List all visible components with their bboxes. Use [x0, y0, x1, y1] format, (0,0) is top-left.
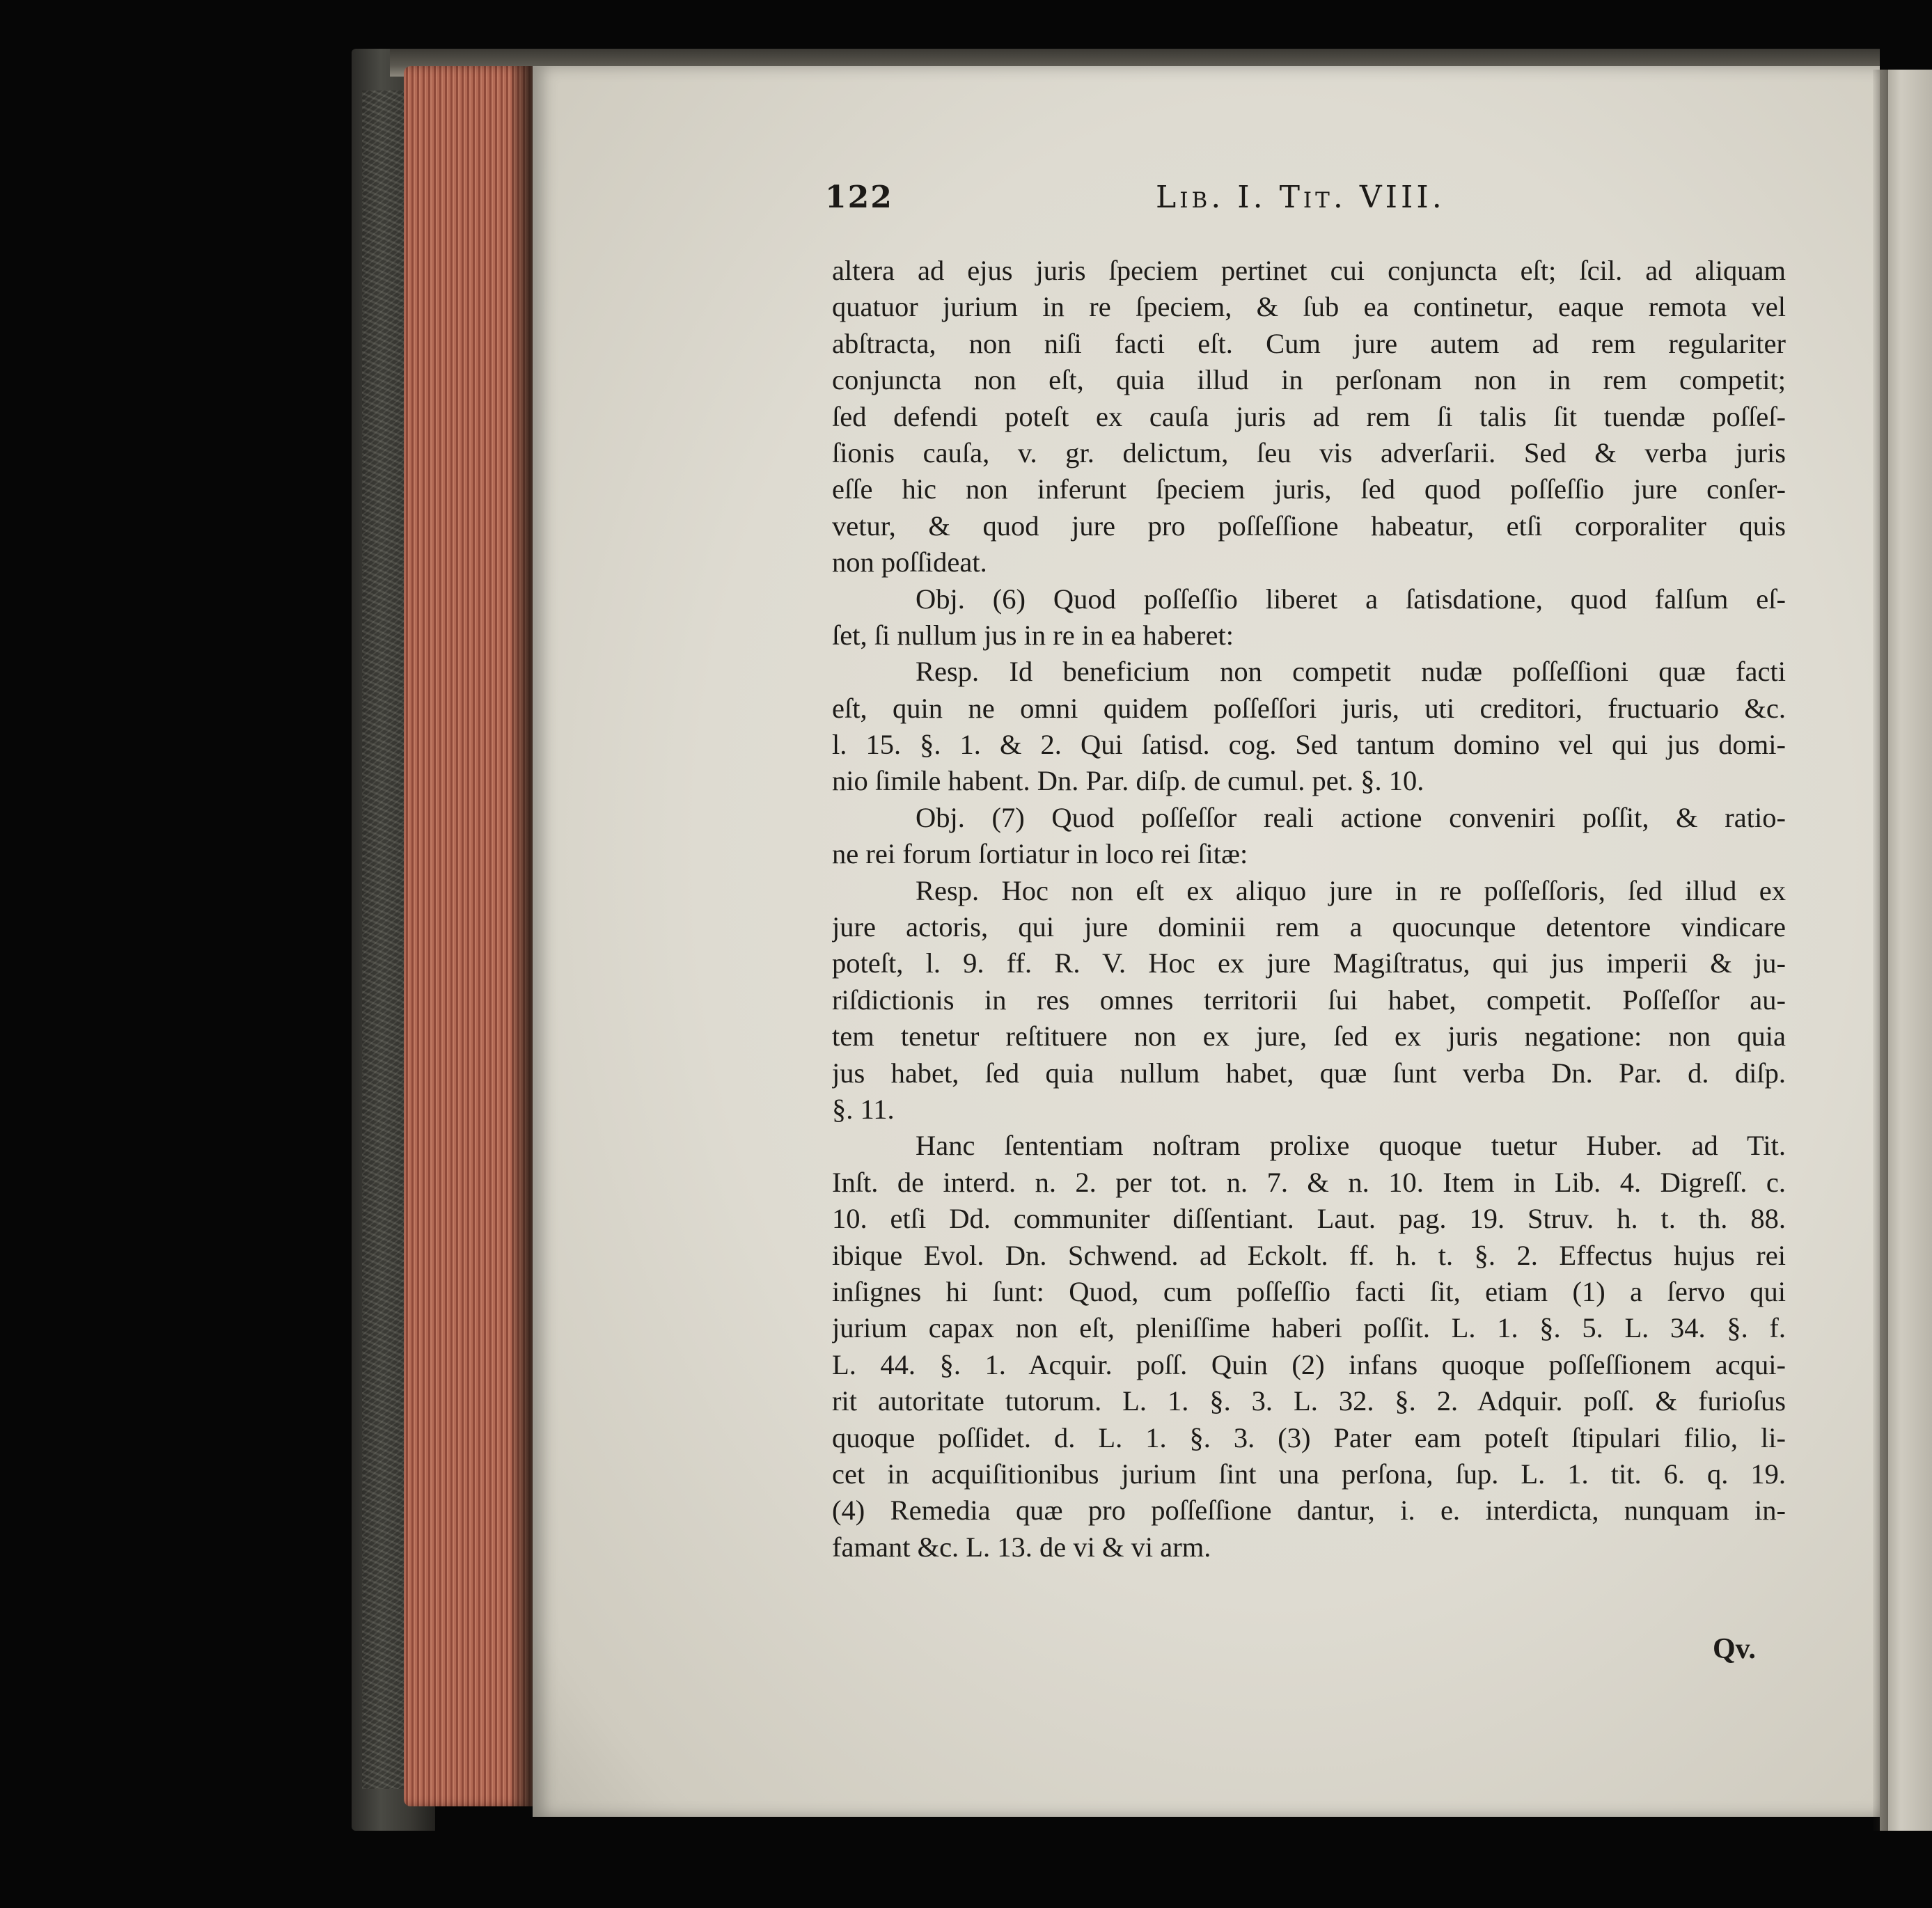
text-line: Resp. Hoc non eſt ex aliquo jure in re poſſeſſoris, ſed illud ex [916, 874, 1786, 906]
text-line: Obj. (6) Quod poſſeſſio liberet a ſatisdatione, quod falſum eſ- [916, 583, 1786, 615]
text-line: jus habet, ſed quia nullum habet, quæ ſunt verba Dn. Par. d. diſp. [832, 1057, 1786, 1089]
text-line: ſed defendi poteſt ex cauſa juris ad rem ſi talis ſit tuendæ poſſeſ- [832, 400, 1786, 432]
text-line: conjuncta non eſt, quia illud in perſonam non in rem competit; [832, 364, 1786, 396]
text-line: ſionis cauſa, v. gr. delictum, ſeu vis adverſarii. Sed & verba juris [832, 436, 1786, 468]
text-line: quoque poſſidet. d. L. 1. §. 3. (3) Pater eam poteſt ſtipulari filio, li- [832, 1421, 1786, 1453]
text-line: vetur, & quod jure pro poſſeſſione habeatur, etſi corporaliter quis [832, 510, 1786, 542]
text-line: Resp. Id beneficium non competit nudæ poſſeſſioni quæ facti [916, 656, 1786, 688]
text-line: Hanc ſententiam noſtram prolixe quoque tuetur Huber. ad Tit. [916, 1130, 1786, 1162]
text-line: §. 11. [832, 1093, 895, 1125]
text-line: cet in acquiſitionibus jurium ſint una perſona, ſup. L. 1. tit. 6. q. 19. [832, 1458, 1786, 1490]
text-line: Obj. (7) Quod poſſeſſor reali actione conveniri poſſit, & ratio- [916, 801, 1786, 833]
text-line: Inſt. de interd. n. 2. per tot. n. 7. & n. 10. Item in Lib. 4. Digreſſ. c. [832, 1166, 1786, 1198]
text-line: famant &c. L. 13. de vi & vi arm. [832, 1531, 1211, 1563]
text-line: jure actoris, qui jure dominii rem a quocunque detentore vindicare [832, 911, 1786, 943]
text-line: l. 15. §. 1. & 2. Qui ſatisd. cog. Sed tantum domino vel qui jus domi- [832, 729, 1786, 761]
catchword: Qv. [1713, 1633, 1756, 1665]
text-line: ne rei forum ſortiatur in loco rei ſitæ: [832, 838, 1248, 870]
body-text [832, 253, 1786, 1566]
text-line: ſet, ſi nullum jus in re in ea haberet: [832, 619, 1234, 651]
text-line: tem tenetur reſtituere non ex jure, ſed ex juris negatione: non quia [832, 1020, 1786, 1052]
page-number: 122 [825, 180, 893, 215]
text-line: eſt, quin ne omni quidem poſſeſſori juris, uti creditori, fructuario &c. [832, 692, 1786, 724]
text-line: eſſe hic non inferunt ſpeciem juris, ſed quod poſſeſſio jure conſer- [832, 473, 1786, 505]
text-line: rit autoritate tutorum. L. 1. §. 3. L. 32. §. 2. Adquir. poſſ. & furioſus [832, 1385, 1786, 1417]
text-line: ibique Evol. Dn. Schwend. ad Eckolt. ff. h. t. §. 2. Effectus hujus rei [832, 1239, 1786, 1271]
running-title: Lib. I. Tit. VIII. [1156, 180, 1445, 215]
text-line: non poſſideat. [832, 546, 987, 578]
text-line: 10. etſi Dd. communiter diſſentiant. Laut. pag. 19. Struv. h. t. th. 88. [832, 1203, 1786, 1235]
text-line: poteſt, l. 9. ff. R. V. Hoc ex jure Magiſtratus, qui jus imperii & ju- [832, 947, 1786, 979]
page-edges-shadow [512, 66, 533, 1806]
text-line: altera ad ejus juris ſpeciem pertinet cui conjuncta eſt; ſcil. ad aliquam [832, 255, 1786, 286]
running-head [825, 180, 1782, 228]
text-line: L. 44. §. 1. Acquir. poſſ. Quin (2) infans quoque poſſeſſionem acqui- [832, 1348, 1786, 1380]
text-line: riſdictionis in res omnes territorii ſui habet, competit. Poſſeſſor au- [832, 984, 1786, 1016]
text-line: nio ſimile habent. Dn. Par. diſp. de cumul. pet. §. 10. [832, 765, 1424, 797]
text-line: jurium capax non eſt, pleniſſime haberi poſſit. L. 1. §. 5. L. 34. §. f. [832, 1312, 1786, 1344]
text-line: quatuor jurium in re ſpeciem, & ſub ea continetur, eaque remota vel [832, 291, 1786, 323]
text-line: abſtracta, non niſi facti eſt. Cum jure autem ad rem regulariter [832, 327, 1786, 359]
gutter-shadow [1873, 70, 1888, 1831]
text-line: inſignes hi ſunt: Quod, cum poſſeſſio facti ſit, etiam (1) a ſervo qui [832, 1275, 1786, 1307]
text-line: (4) Remedia quæ pro poſſeſſione dantur, i. e. interdicta, nunquam in- [832, 1495, 1786, 1527]
